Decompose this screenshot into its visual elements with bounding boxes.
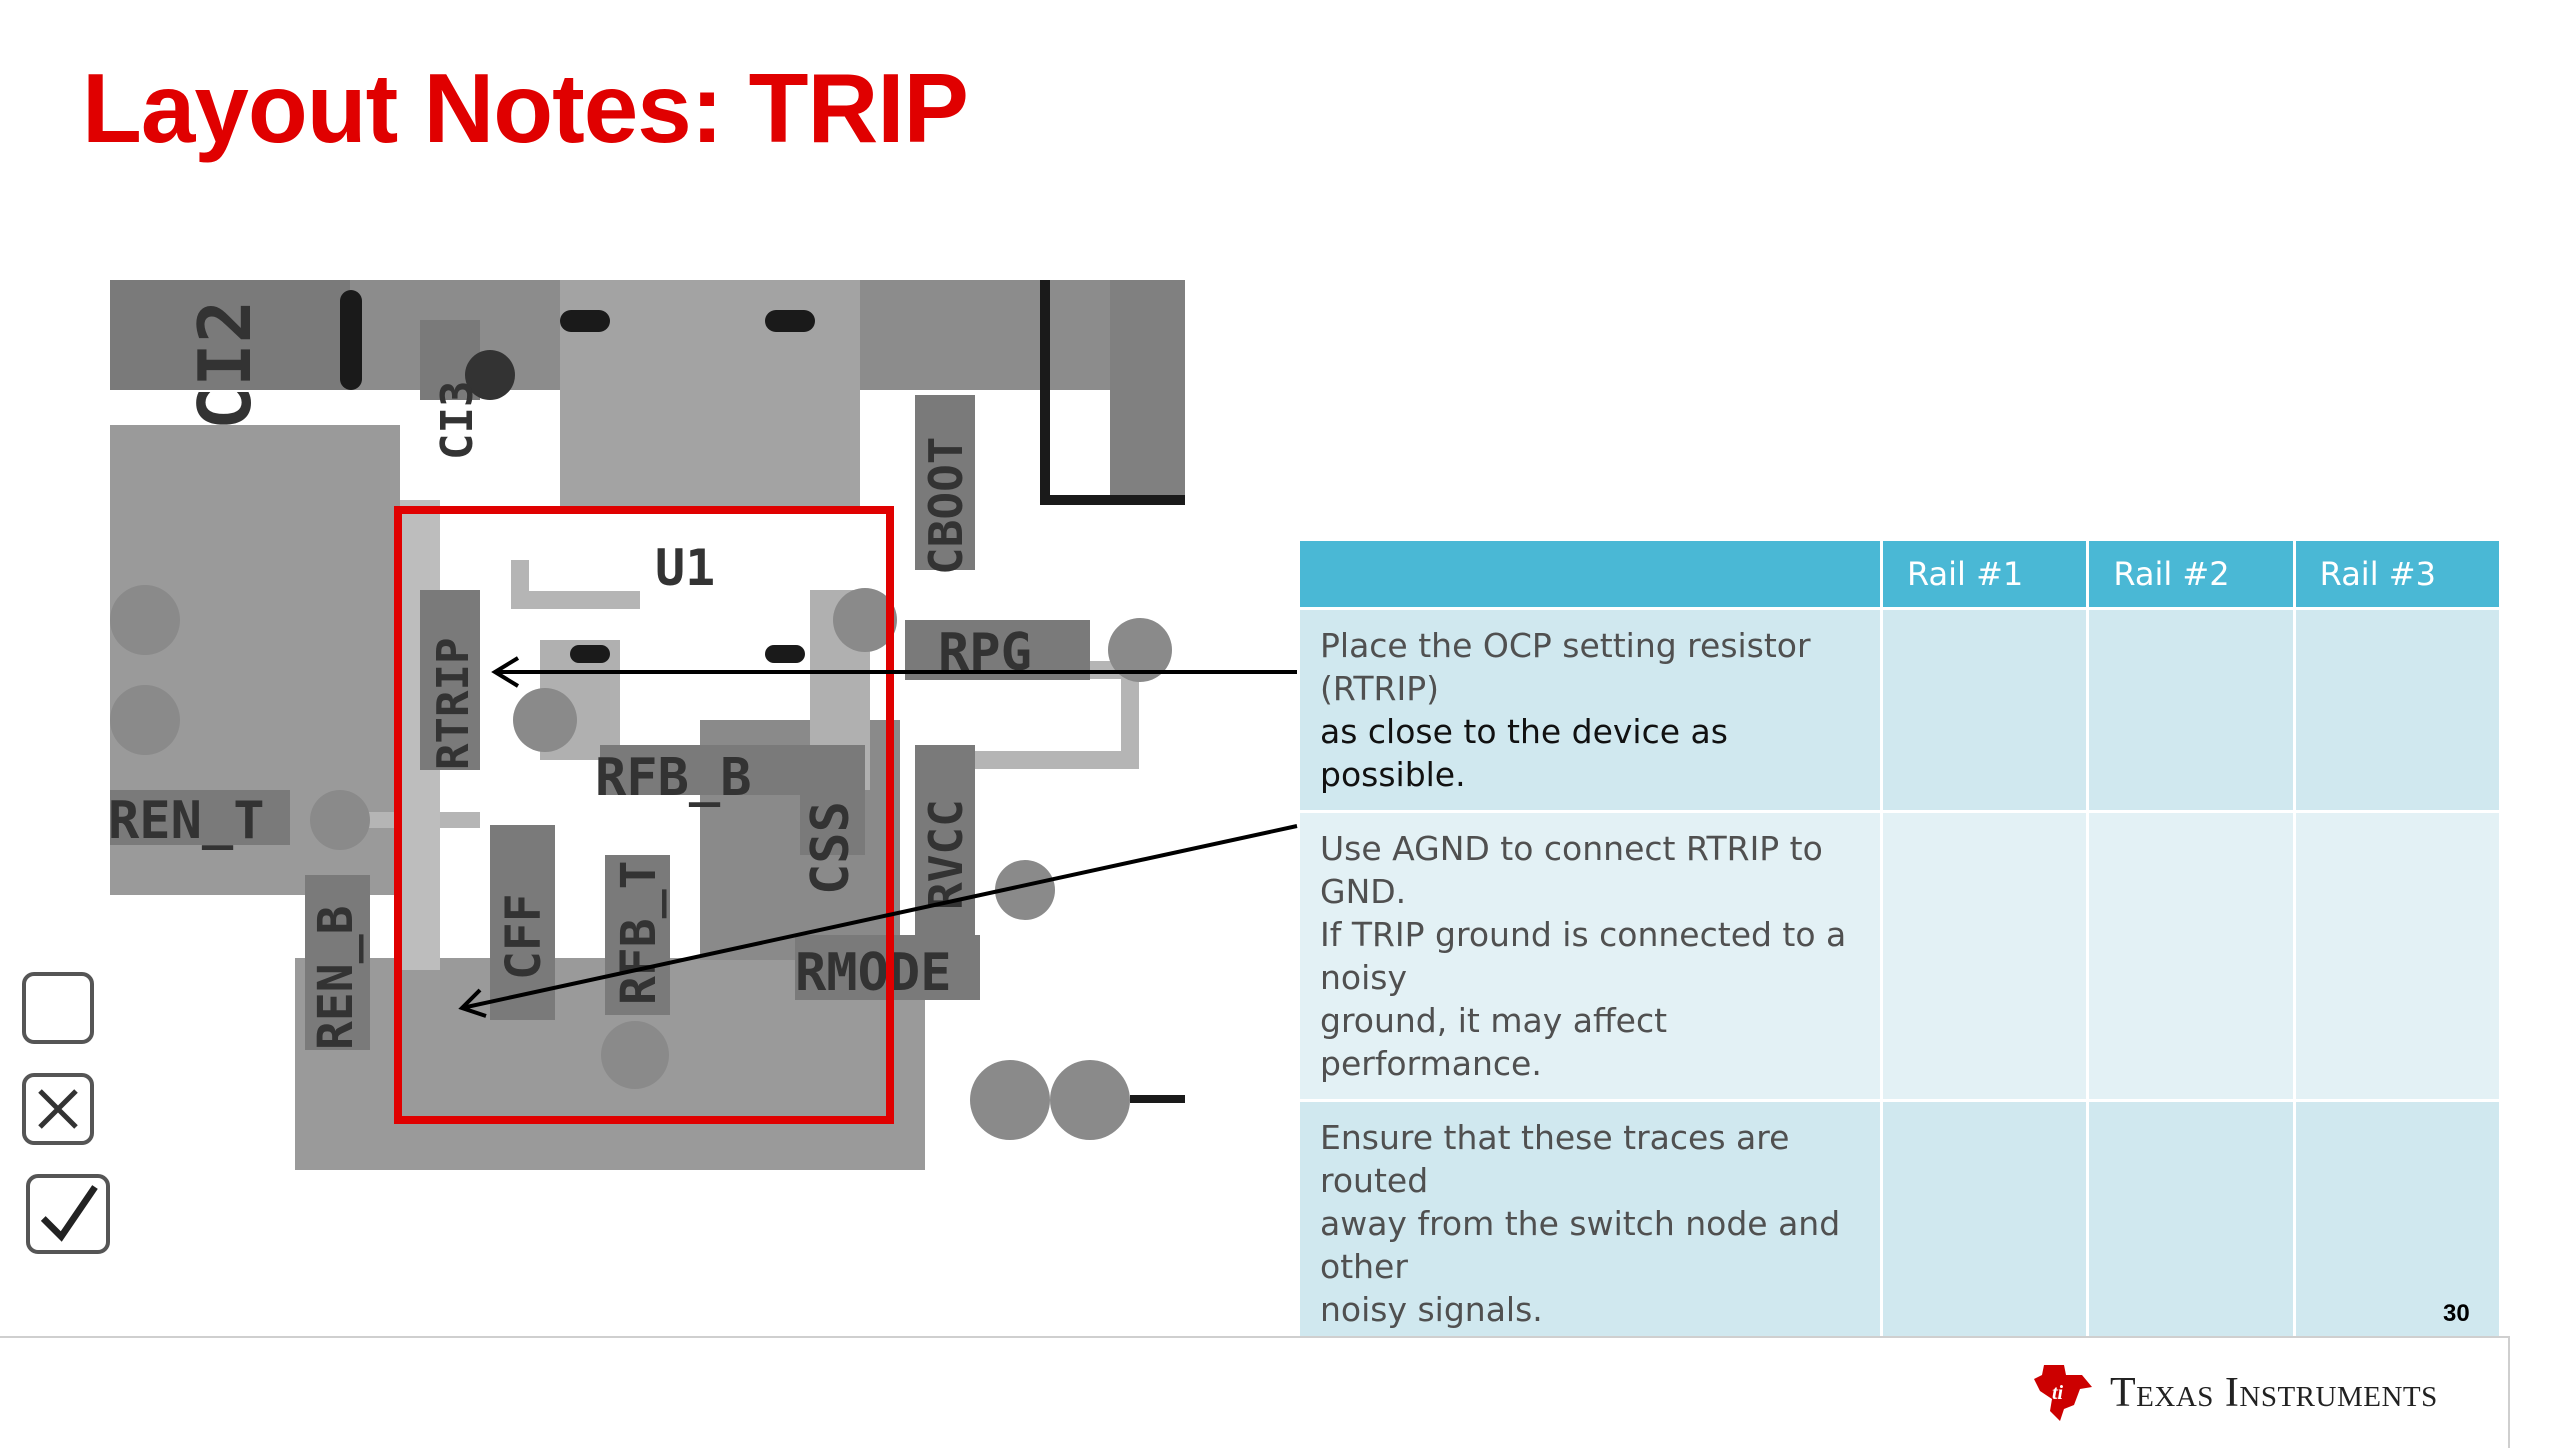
- texas-instruments-logo-icon: [2030, 1361, 2096, 1425]
- table-header-row: [1300, 541, 2499, 607]
- table-header-rail1: Rail #1: [1883, 541, 2086, 607]
- table-header-rail2: Rail #2: [2089, 541, 2292, 607]
- rail3-cell[interactable]: [2296, 813, 2499, 1099]
- pcb-label-rfb-b: RFB_B: [595, 748, 752, 808]
- table-row: [1300, 813, 2499, 1099]
- page-number: 30: [2443, 1300, 2470, 1327]
- pcb-label-u1: U1: [655, 539, 716, 597]
- brand-name: Texas Instruments: [2110, 1370, 2438, 1416]
- rail1-cell[interactable]: [1883, 1102, 2086, 1345]
- table-header-rail3: Rail #3: [2296, 541, 2499, 607]
- x-mark-icon: [26, 1077, 90, 1141]
- rail2-cell[interactable]: [2089, 610, 2292, 810]
- pcb-label-cboot: CBOOT: [919, 436, 973, 575]
- pcb-label-rfb-t: RFB_T: [611, 860, 667, 1005]
- table-row: [1300, 1102, 2499, 1345]
- pcb-label-ren-t: REN_T: [108, 791, 265, 851]
- x-checkbox-icon[interactable]: [22, 1073, 94, 1145]
- pcb-label-css: CSS: [801, 801, 861, 895]
- footer-brand: [2030, 1358, 2438, 1428]
- check-mark-icon: [30, 1178, 106, 1250]
- pcb-copper: [110, 280, 1185, 1170]
- rail1-cell[interactable]: [1883, 610, 2086, 810]
- note-cell: Use AGND to connect RTRIP to GND. If TRIP ground is connected to a noisy ground, it may affect performance.: [1300, 813, 1880, 1099]
- svg-text:ti: ti: [2052, 1382, 2064, 1404]
- note-cell: Ensure that these traces are routed away from the switch node and other noisy signals.: [1300, 1102, 1880, 1345]
- table-header-blank: [1300, 541, 1880, 607]
- rail2-cell[interactable]: [2089, 1102, 2292, 1345]
- note-cell: Place the OCP setting resistor (RTRIP) as close to the device as possible.: [1300, 610, 1880, 810]
- pcb-label-rpg: RPG: [938, 623, 1032, 683]
- pcb-label-rvcc: RVCC: [919, 799, 973, 910]
- check-checkbox-icon[interactable]: [26, 1174, 110, 1254]
- pcb-label-ci3: CI3: [432, 380, 483, 460]
- empty-checkbox-icon[interactable]: [22, 972, 94, 1044]
- pcb-label-rmode: RMODE: [795, 943, 952, 1003]
- table-row: [1300, 610, 2499, 810]
- rail3-cell[interactable]: [2296, 610, 2499, 810]
- slide-title: Layout Notes: TRIP: [82, 53, 968, 163]
- pcb-label-rtrip: RTRIP: [428, 637, 479, 770]
- rail2-cell[interactable]: [2089, 813, 2292, 1099]
- pcb-label-ci2: CI2: [183, 299, 267, 430]
- pcb-label-ren-b: REN_B: [308, 905, 364, 1050]
- layout-notes-table: [1297, 538, 2502, 1348]
- pcb-label-cff: CFF: [496, 893, 552, 980]
- rail1-cell[interactable]: [1883, 813, 2086, 1099]
